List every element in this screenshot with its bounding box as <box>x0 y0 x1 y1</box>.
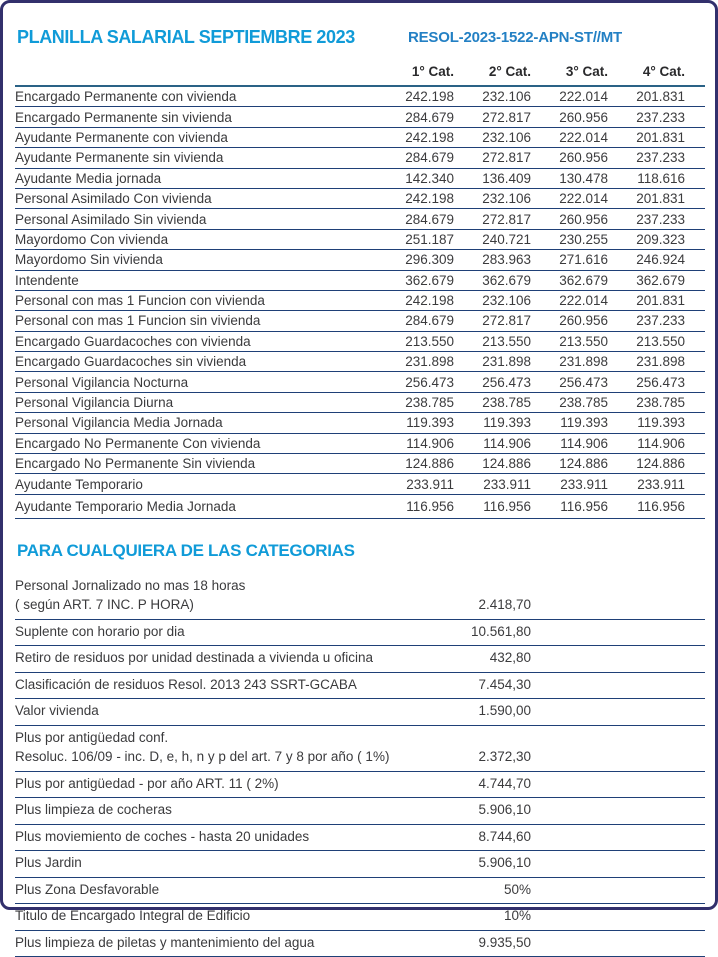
row-value: 222.014 <box>531 86 608 107</box>
row-value: 114.906 <box>377 433 454 453</box>
row-label: Plus Jardin <box>15 851 445 878</box>
row-value: 201.831 <box>608 290 705 310</box>
row-value: 213.550 <box>531 331 608 351</box>
row-value: 260.956 <box>531 148 608 168</box>
table-row <box>15 229 705 249</box>
row-value: 362.679 <box>377 270 454 290</box>
row-value: 222.014 <box>531 290 608 310</box>
table-row <box>15 771 705 798</box>
row-label: Retiro de residuos por unidad destinada a vivienda u oficina <box>15 646 445 673</box>
row-label: Mayordomo Sin vivienda <box>15 250 377 270</box>
row-value: 232.106 <box>454 290 531 310</box>
row-value: 256.473 <box>531 372 608 392</box>
table-row <box>15 877 705 904</box>
row-value: 283.963 <box>454 250 531 270</box>
row-value: 213.550 <box>377 331 454 351</box>
row-value: 7.454,30 <box>445 672 531 699</box>
row-label: Personal Jornalizado no mas 18 horas ( según ART. 7 INC. P HORA) <box>15 574 445 620</box>
row-value: 213.550 <box>608 331 705 351</box>
row-value: 130.478 <box>531 168 608 188</box>
row-value: 238.785 <box>608 392 705 412</box>
table-row <box>15 148 705 168</box>
row-label: Titulo de Encargado Integral de Edificio <box>15 904 445 931</box>
salary-table <box>15 64 705 519</box>
row-value: 238.785 <box>377 392 454 412</box>
row-label: Personal Asimilado Con vivienda <box>15 188 377 208</box>
row-spacer <box>531 646 705 673</box>
row-value: 222.014 <box>531 188 608 208</box>
row-value: 114.906 <box>454 433 531 453</box>
row-value: 238.785 <box>531 392 608 412</box>
row-value: 142.340 <box>377 168 454 188</box>
row-label: Intendente <box>15 270 377 290</box>
row-value: 237.233 <box>608 148 705 168</box>
row-value: 4.744,70 <box>445 771 531 798</box>
categories-table <box>15 574 705 957</box>
row-value: 5.906,10 <box>445 798 531 825</box>
row-value: 10% <box>445 904 531 931</box>
row-value: 201.831 <box>608 86 705 107</box>
row-value: 230.255 <box>531 229 608 249</box>
table-row <box>15 270 705 290</box>
row-label: Ayudante Temporario Media Jornada <box>15 494 377 518</box>
row-spacer <box>531 824 705 851</box>
table-row <box>15 188 705 208</box>
row-value: 242.198 <box>377 290 454 310</box>
row-label: Personal con mas 1 Funcion sin vivienda <box>15 311 377 331</box>
row-value: 237.233 <box>608 209 705 229</box>
row-value: 260.956 <box>531 209 608 229</box>
row-value: 362.679 <box>531 270 608 290</box>
row-label: Plus por antigüedad - por año ART. 11 ( 2%) <box>15 771 445 798</box>
table-row <box>15 646 705 673</box>
row-value: 114.906 <box>531 433 608 453</box>
row-spacer <box>531 574 705 620</box>
row-value: 8.744,60 <box>445 824 531 851</box>
row-value: 119.393 <box>377 413 454 433</box>
row-value: 124.886 <box>377 454 454 474</box>
row-value: 238.785 <box>454 392 531 412</box>
table-row <box>15 619 705 646</box>
row-value: 116.956 <box>377 494 454 518</box>
row-label: Ayudante Permanente con vivienda <box>15 127 377 147</box>
row-value: 116.956 <box>454 494 531 518</box>
row-spacer <box>531 877 705 904</box>
row-label: Mayordomo Con vivienda <box>15 229 377 249</box>
row-value: 1.590,00 <box>445 699 531 726</box>
row-value: 284.679 <box>377 107 454 127</box>
row-spacer <box>531 699 705 726</box>
row-value: 233.911 <box>531 474 608 494</box>
row-value: 201.831 <box>608 188 705 208</box>
row-label: Plus limpieza de cocheras <box>15 798 445 825</box>
row-value: 119.393 <box>608 413 705 433</box>
row-value: 242.198 <box>377 127 454 147</box>
row-label: Personal Asimilado Sin vivienda <box>15 209 377 229</box>
row-value: 116.956 <box>608 494 705 518</box>
row-value: 124.886 <box>608 454 705 474</box>
row-label: Plus moviemiento de coches - hasta 20 unidades <box>15 824 445 851</box>
row-value: 233.911 <box>608 474 705 494</box>
row-label: Plus limpieza de piletas y mantenimiento del agua <box>15 930 445 957</box>
row-value: 296.309 <box>377 250 454 270</box>
row-label: Ayudante Temporario <box>15 474 377 494</box>
row-value: 2.372,30 <box>445 725 531 771</box>
row-label: Encargado Guardacoches con vivienda <box>15 331 377 351</box>
row-value: 201.831 <box>608 127 705 147</box>
row-label: Personal Vigilancia Nocturna <box>15 372 377 392</box>
row-label: Encargado No Permanente Con vivienda <box>15 433 377 453</box>
row-value: 231.898 <box>608 352 705 372</box>
row-value: 114.906 <box>608 433 705 453</box>
table-row <box>15 494 705 518</box>
row-value: 50% <box>445 877 531 904</box>
row-value: 272.817 <box>454 148 531 168</box>
row-label: Plus Zona Desfavorable <box>15 877 445 904</box>
table-row <box>15 127 705 147</box>
page-title: PLANILLA SALARIAL SEPTIEMBRE 2023 <box>17 27 355 47</box>
row-value: 233.911 <box>377 474 454 494</box>
table-row <box>15 433 705 453</box>
row-value: 284.679 <box>377 209 454 229</box>
column-header: 1° Cat. <box>377 64 454 86</box>
resolution-number: RESOL-2023-1522-APN-ST//MT <box>408 29 623 46</box>
row-label: Plus por antigüedad conf. Resoluc. 106/09 - inc. D, e, h, n y p del art. 7 y 8 por año ( 1%) <box>15 725 445 771</box>
row-value: 116.956 <box>531 494 608 518</box>
salary-table-header-row <box>15 64 705 86</box>
table-row <box>15 372 705 392</box>
table-row <box>15 209 705 229</box>
row-value: 256.473 <box>454 372 531 392</box>
row-label: Personal Vigilancia Diurna <box>15 392 377 412</box>
row-value: 209.323 <box>608 229 705 249</box>
row-label: Encargado No Permanente Sin vivienda <box>15 454 377 474</box>
row-value: 119.393 <box>454 413 531 433</box>
row-value: 362.679 <box>454 270 531 290</box>
table-row <box>15 352 705 372</box>
row-value: 271.616 <box>531 250 608 270</box>
table-row <box>15 851 705 878</box>
row-spacer <box>531 930 705 957</box>
table-row <box>15 474 705 494</box>
row-value: 237.233 <box>608 311 705 331</box>
row-value: 251.187 <box>377 229 454 249</box>
row-value: 10.561,80 <box>445 619 531 646</box>
row-value: 231.898 <box>531 352 608 372</box>
table-row <box>15 930 705 957</box>
column-header: 3° Cat. <box>531 64 608 86</box>
row-value: 231.898 <box>377 352 454 372</box>
table-row <box>15 672 705 699</box>
row-label: Personal con mas 1 Funcion con vivienda <box>15 290 377 310</box>
row-spacer <box>531 771 705 798</box>
row-value: 124.886 <box>454 454 531 474</box>
row-label: Encargado Permanente con vivienda <box>15 86 377 107</box>
row-label: Clasificación de residuos Resol. 2013 243 SSRT-GCABA <box>15 672 445 699</box>
row-value: 136.409 <box>454 168 531 188</box>
row-value: 256.473 <box>377 372 454 392</box>
table-row <box>15 413 705 433</box>
row-spacer <box>531 672 705 699</box>
row-value: 232.106 <box>454 127 531 147</box>
row-value: 118.616 <box>608 168 705 188</box>
row-label: Ayudante Media jornada <box>15 168 377 188</box>
table-row <box>15 725 705 771</box>
row-value: 2.418,70 <box>445 574 531 620</box>
row-value: 432,80 <box>445 646 531 673</box>
row-value: 284.679 <box>377 148 454 168</box>
table-row <box>15 86 705 107</box>
row-value: 5.906,10 <box>445 851 531 878</box>
row-value: 242.198 <box>377 86 454 107</box>
row-value: 362.679 <box>608 270 705 290</box>
row-value: 213.550 <box>454 331 531 351</box>
table-row <box>15 454 705 474</box>
salary-table-body <box>15 86 705 518</box>
row-label: Personal Vigilancia Media Jornada <box>15 413 377 433</box>
row-value: 232.106 <box>454 86 531 107</box>
table-row <box>15 311 705 331</box>
salary-table-corner-cell <box>15 64 377 86</box>
row-value: 284.679 <box>377 311 454 331</box>
table-row <box>15 798 705 825</box>
row-value: 272.817 <box>454 311 531 331</box>
table-row <box>15 699 705 726</box>
column-header: 2° Cat. <box>454 64 531 86</box>
row-spacer <box>531 725 705 771</box>
row-value: 240.721 <box>454 229 531 249</box>
row-label: Encargado Guardacoches sin vivienda <box>15 352 377 372</box>
row-value: 124.886 <box>531 454 608 474</box>
row-value: 231.898 <box>454 352 531 372</box>
row-value: 242.198 <box>377 188 454 208</box>
table-row <box>15 107 705 127</box>
table-row <box>15 250 705 270</box>
row-label: Encargado Permanente sin vivienda <box>15 107 377 127</box>
categories-table-body <box>15 574 705 957</box>
table-row <box>15 331 705 351</box>
column-header: 4° Cat. <box>608 64 705 86</box>
row-value: 9.935,50 <box>445 930 531 957</box>
table-row <box>15 824 705 851</box>
row-value: 233.911 <box>454 474 531 494</box>
table-row <box>15 168 705 188</box>
row-value: 260.956 <box>531 107 608 127</box>
row-spacer <box>531 798 705 825</box>
row-value: 232.106 <box>454 188 531 208</box>
row-label: Valor vivienda <box>15 699 445 726</box>
document-header <box>17 27 701 49</box>
row-value: 237.233 <box>608 107 705 127</box>
row-spacer <box>531 851 705 878</box>
row-value: 272.817 <box>454 209 531 229</box>
row-label: Ayudante Permanente sin vivienda <box>15 148 377 168</box>
row-value: 260.956 <box>531 311 608 331</box>
categories-section-title: PARA CUALQUIERA DE LAS CATEGORIAS <box>17 540 355 560</box>
table-row <box>15 904 705 931</box>
row-value: 272.817 <box>454 107 531 127</box>
row-value: 256.473 <box>608 372 705 392</box>
table-row <box>15 290 705 310</box>
row-value: 222.014 <box>531 127 608 147</box>
table-row <box>15 574 705 620</box>
row-value: 246.924 <box>608 250 705 270</box>
row-spacer <box>531 619 705 646</box>
table-row <box>15 392 705 412</box>
row-value: 119.393 <box>531 413 608 433</box>
row-label: Suplente con horario por dia <box>15 619 445 646</box>
row-spacer <box>531 904 705 931</box>
